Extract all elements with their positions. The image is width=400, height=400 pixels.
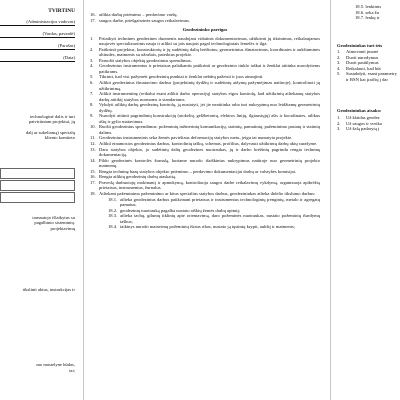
left-fragment-b2: projektavimų [50, 226, 75, 232]
list-item: 13. Daro statybos objekto, jo sudėtinių dalių geodezines nuotraukas, jų ir darbo brėžinių pagrindu rengia techninę dokumentaciją. [90, 146, 320, 158]
left-fragment-a0: technologinė dalis ir turi [29, 113, 75, 119]
left-page-fragment [0, 0, 75, 373]
right-top-line: 18.7. lenkų ir [355, 15, 380, 21]
list-item: 4. Geodezinius instrumentus ir prietaisus palaikantis patikrinti ar geodezinio tinklo taškai ir ženklai atitinka nurodytiems patikrams. [90, 63, 320, 74]
right-top-line: 18.6. seka žu [355, 9, 379, 15]
left-fragment-a3: dalį ar sukeliamą) specialų [25, 129, 75, 135]
name-field: (Vardas, pavardė) [0, 31, 75, 38]
left-fragment-b1: pagalbinio sisteminių. [34, 220, 75, 226]
page-gutter-right [330, 0, 331, 400]
list-item: 9. Nurodyti atitinti pagrindinių konstrukcijų (atokelių, gelžbetonių, elektros linijų, ilgiausiųjų) ašis ir koordinates, atlikus ašių ir gylio matavimus. [90, 113, 320, 124]
list-item: 1. Pritaikyti technines geodezines duomenis naudojant vidutinis dokumentavimas, užtikrinti jų tikrinimas, reikalaujamos naujovės specializuotinis nauja ir atlikti su jais naujais pagal technologiniais lentelės ir ilga. [90, 35, 320, 47]
list-item: 4. Reikalauti, kad būt [337, 65, 381, 71]
list-item: 3. Duoti pasiūlymus [337, 60, 379, 66]
list-item: 10. Ruošti geodezinius sprendimus: požeminių inžinerinių komunikacijų, statinių, pamatinių, pažeminimo pastatų ir statinių dalims. [90, 124, 320, 135]
left-table-row [0, 168, 75, 179]
list-item: 16. Rengia atliktų geodezinių darbų ataskaitą. [90, 174, 177, 180]
list-item: 1. Atmovanti įmonė [337, 49, 379, 55]
left-fragment-d0: mo mastelyne būdas, [36, 362, 75, 368]
sub-list-item: 18.3. atlieka tachų, gilumų tiklinių apie orientavimą, daro požeminės nuotraukas, nustato požeminių išardymų taškus; [108, 213, 320, 224]
sub-list-item: 18.1. atlieka geodezinius darbus patikrinant prietaisus ir instrumentus technologinių įrenginių, metalo ir agregatų pamatus; [108, 196, 320, 208]
rights-heading: Geodezininkas turi teis [337, 42, 383, 48]
list-item: 11. Geodezinius instrumentais seka žemės paviršiaus deformacijų statybos metu, jeigu tai numatyta projekte. [90, 135, 293, 141]
list-item: 5. Tikrinti, kad visi pažymėti geodezinių punktai ir ženklai nebūtų pažeisti ir juos atnaujinti. [90, 74, 264, 80]
list-item: 18. Atliekant pažeminimo pažeminimo ar kitus specialius statybos darbus, geodezininkas atlieka didelio tikslumo darbus: [90, 190, 316, 196]
left-table-row [0, 192, 75, 203]
list-item: 2. Patikrinti projektus, konstruktorių ir jų sudėtinių dalių brėžinius, geometrinius išmatavimus, koordinates ir aukštumines altitudes, matmenis su užrašais, pateiktus projekte. [90, 46, 320, 58]
main-page [90, 12, 320, 230]
date-field: (Data) [0, 55, 75, 62]
list-item: 5. Sustabdyti, esant parametry ir RSN kai įraičių į dar [337, 71, 397, 82]
sub-list [90, 197, 320, 230]
list-item: 8. Vykdyti atliktų darbų geodezinę kontrolę, ją nustatyti, jei jie neatitinka arba turi nukrypimų nuo leidžiamų geometrinių dydžių. [90, 102, 320, 113]
sub-list-item: 18.4. taikinys nurodo matavimų požeminių išraus ribas, nustato ją tęstinių krypti, aukštį ir matmenis; [108, 224, 296, 230]
right-top-line: 18.5. lenktinis [355, 4, 382, 9]
approval-title: TVIRTINU [48, 8, 75, 14]
page-gutter-left [83, 0, 84, 400]
list-item: 14. Pildo geodezinės kontrolės žurnalą, kuriame nurodo išaiškintus nukrypimus natūroje nuo geometrinių projekto matmenų. [90, 157, 320, 169]
responsibility-heading: Geodezininkas atsako: [337, 108, 382, 114]
list-item: 6. Atlikti geodezinius išmatavimo darbus (projektinių dydžių ir sudėtinių atžymų pažymėjimas natūroje), kontroliuoti jų užtikrinimą. [90, 80, 320, 91]
list-item: 16. atlikta darbų priėmimo – perdavimo varšų, [90, 12, 178, 17]
signature-field: (Parašas) [0, 43, 75, 50]
list-item: 3. Už žalą padarytą į [337, 126, 380, 132]
list-item: 1. Už klaidas geodez [337, 115, 380, 121]
left-fragment-d1: tai; [69, 367, 75, 373]
list-item: 12. Atlikti einamosios geodezinius darbus, kontrolinių taškų, schemas, profilius, dalyvauti užtikrintų darbų aktų surašyme. [90, 141, 318, 147]
list-item: 3. Paruošti statybos objektų geodezinius sprendimus. [90, 57, 192, 63]
list-item: 17. saugos darbe, priešgaisrinės saugos reikalavimus. [90, 17, 191, 23]
left-table-row [0, 180, 75, 191]
list-item: 15. Rengia techninę bazę statybos objekto priėmimo – perdavimo dokumentacijai darbų ar valstybės komisijai. [90, 168, 297, 174]
admin-head-field: (Administracijos vadovas) [0, 19, 75, 26]
left-fragment-a1: patvirtintam projektui, jų [28, 119, 75, 125]
left-fragment-b0: tarnautojo išlaikytus su [32, 214, 75, 220]
left-fragment-c0: tikslinti aktus, instrukcijas ir [22, 286, 75, 292]
list-item: 2. Duoti nurodymus [337, 54, 379, 60]
left-fragment-a4: kliento komiteto [44, 135, 75, 141]
list-item: 7. Atlikti instrumentinę (reikalui esant atlikti darbo operacijų) statybos eigos kontrolę, kad užtikrintų atliekamų statybos darbų atitiktį statybos normoms ir standartams. [90, 91, 320, 102]
list-item: 17. Pravedą darbuotojų mokinantį ir apmokymą, kontroliuoja saugos darbe reikalavimų vykdymą, organizuoja apibrėžtą prietaisus, instrumentus, žurnalus. [90, 179, 320, 191]
right-page-fragment [337, 4, 400, 132]
sub-list-item: 18.2. geodezinių nuotrauką pagalba nustato aiškių žemės darbų apimtį; [108, 207, 241, 213]
section-heading: Geodezininko pareigos [182, 27, 228, 33]
list-item: 2. Už saugos ir sveika [337, 120, 382, 126]
